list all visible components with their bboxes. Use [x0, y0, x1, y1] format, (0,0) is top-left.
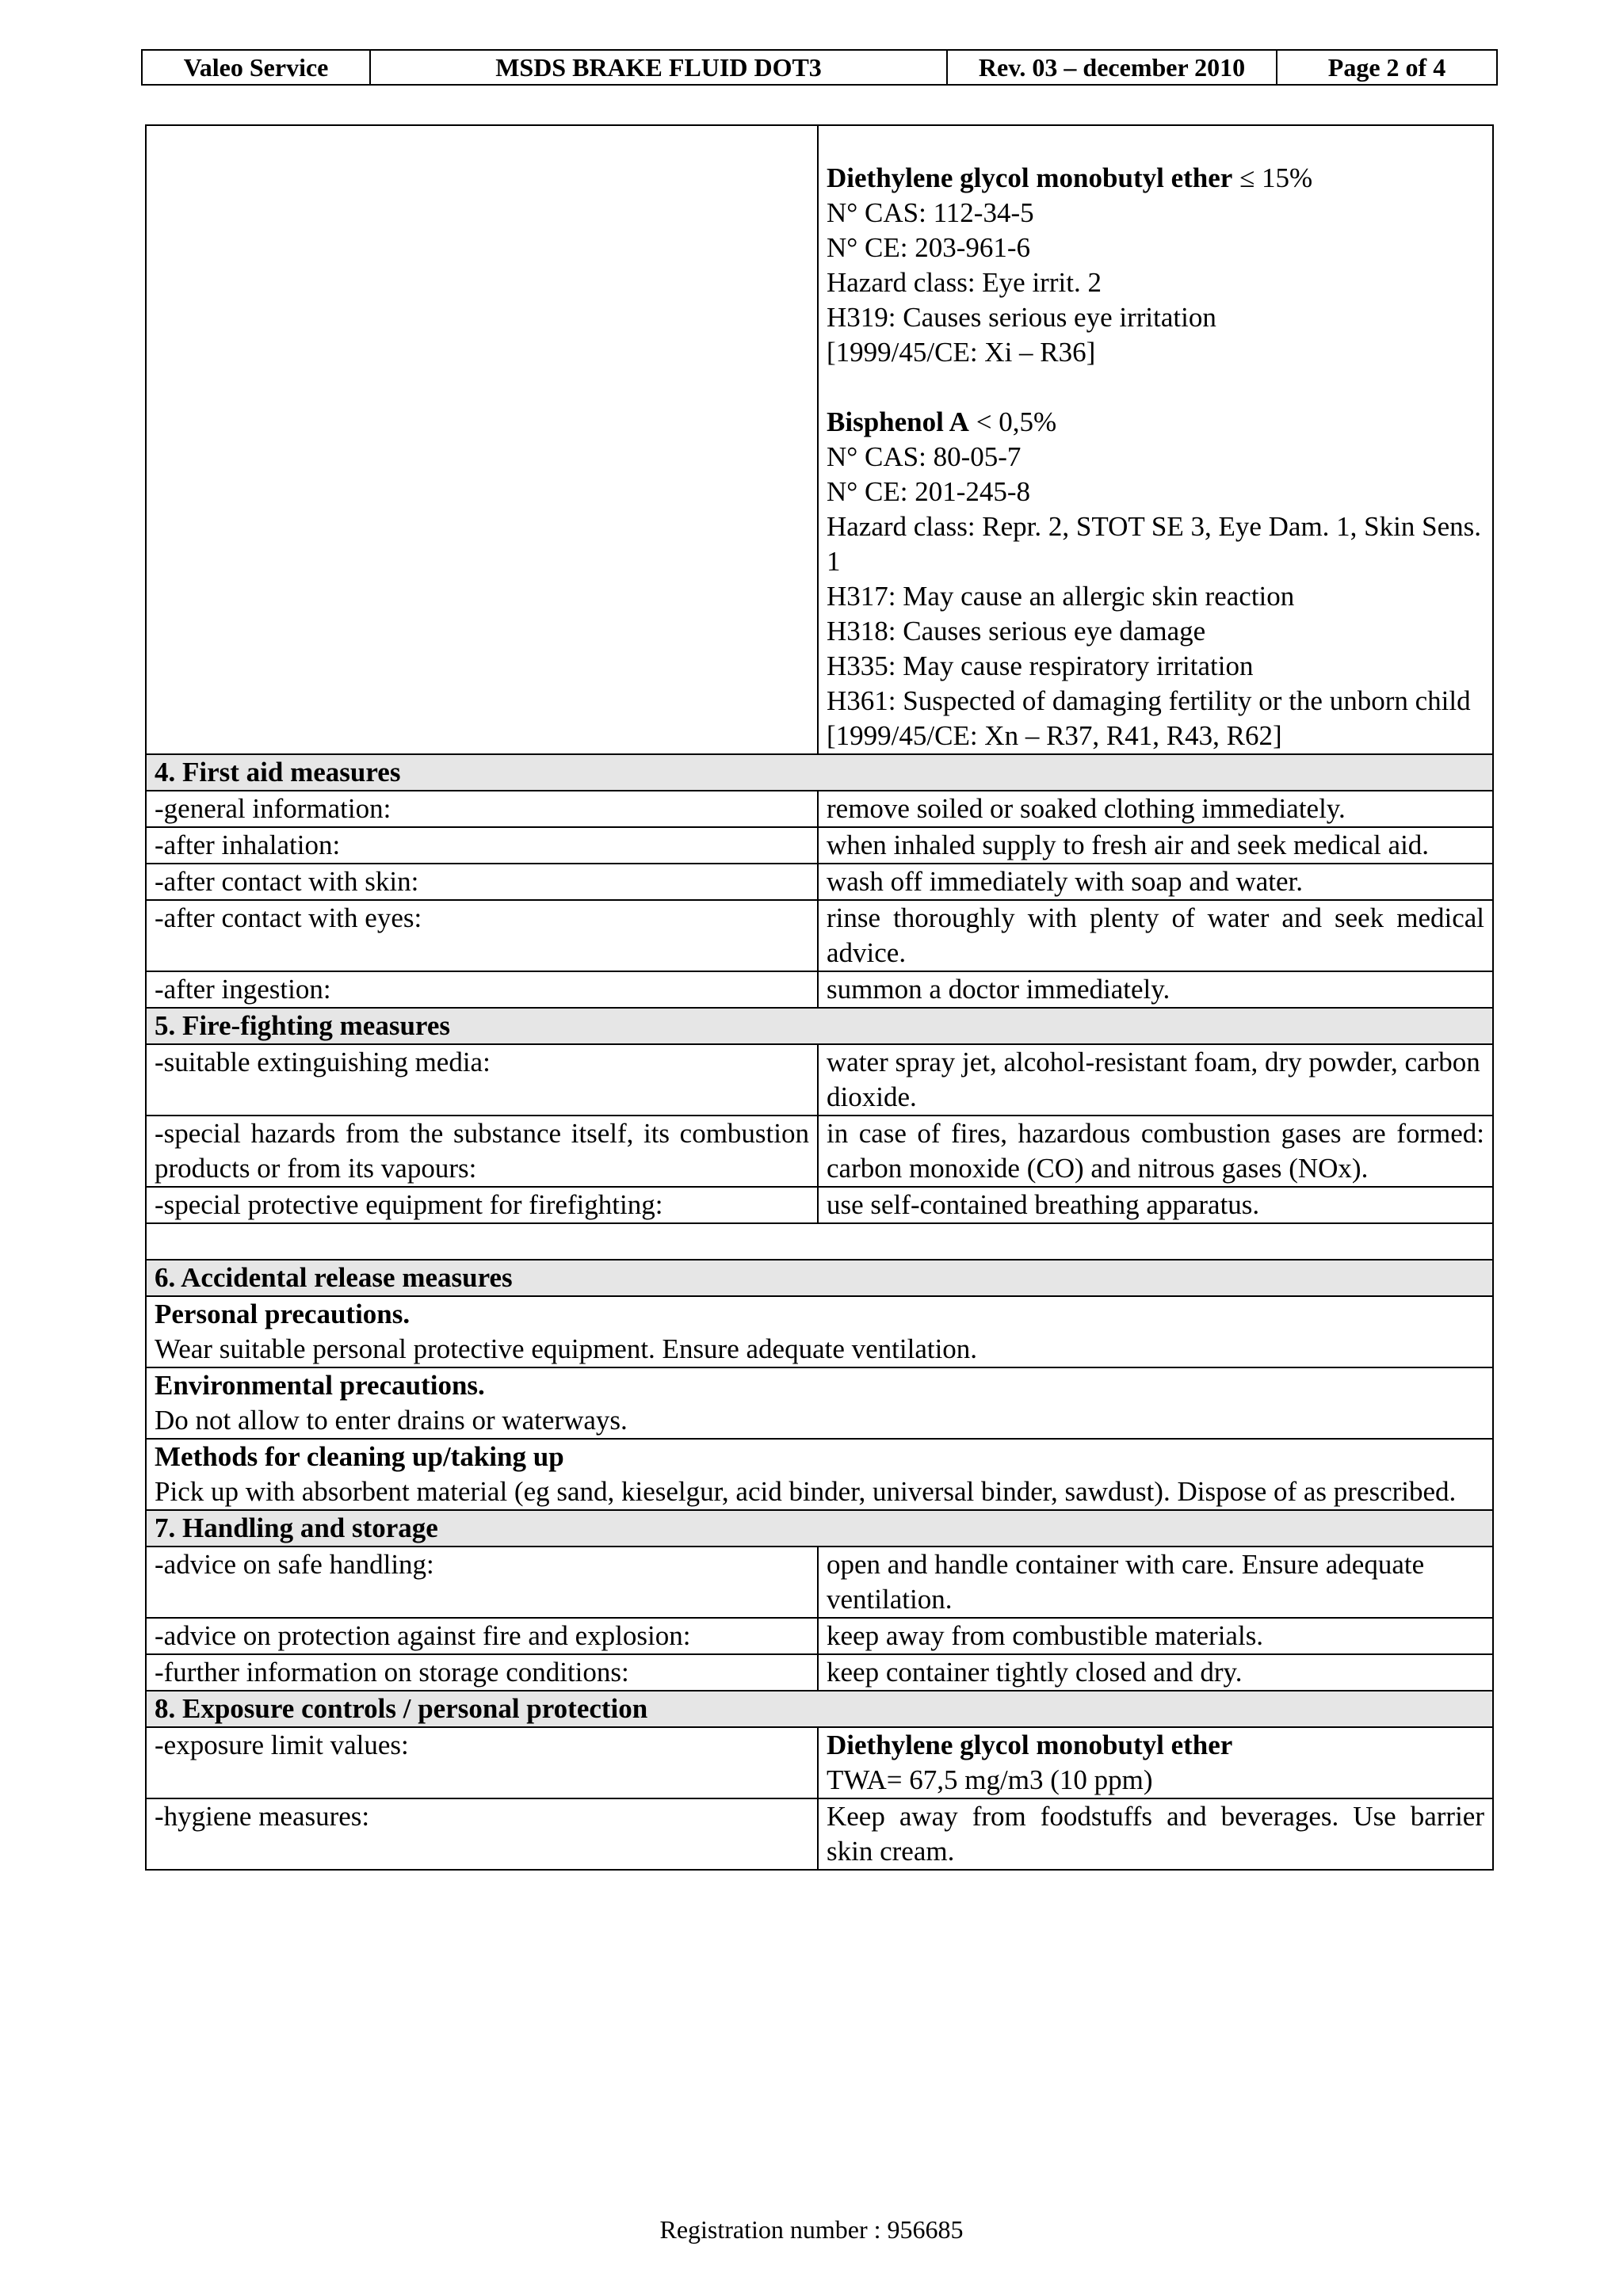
- section-6-title: 6. Accidental release measures: [146, 1260, 1493, 1296]
- row-value: use self-contained breathing apparatus.: [818, 1187, 1493, 1223]
- personal-precautions: Personal precautions. Wear suitable personal protective equipment. Ensure adequate ventilation.: [146, 1296, 1493, 1367]
- row-label: -hygiene measures:: [146, 1798, 818, 1870]
- section-header-row: [146, 754, 1493, 791]
- environmental-precautions: Environmental precautions. Do not allow to enter drains or waterways.: [146, 1367, 1493, 1439]
- substance-line: N° CAS: 80-05-7: [827, 441, 1022, 472]
- row-label: -after contact with eyes:: [146, 900, 818, 971]
- substance-line: Hazard class: Eye irrit. 2: [827, 267, 1102, 298]
- table-row: [146, 1654, 1493, 1691]
- table-row: [146, 1547, 1493, 1618]
- msds-table: [145, 124, 1494, 1871]
- header-company: Valeo Service: [142, 50, 370, 85]
- spacer-row: [146, 1223, 1493, 1260]
- table-row: [146, 791, 1493, 827]
- row-value: water spray jet, alcohol-resistant foam, dry powder, carbon dioxide.: [818, 1044, 1493, 1116]
- row-value: rinse thoroughly with plenty of water and seek medical advice.: [818, 900, 1493, 971]
- table-row: [146, 1727, 1493, 1798]
- substance-line: N° CE: 203-961-6: [827, 232, 1031, 263]
- table-row: [146, 864, 1493, 900]
- substance-line: [1999/45/CE: Xi – R36]: [827, 337, 1096, 368]
- table-row: [146, 1798, 1493, 1870]
- substance-line: H317: May cause an allergic skin reaction: [827, 581, 1295, 612]
- table-row: [146, 827, 1493, 864]
- table-row: [146, 1296, 1493, 1367]
- table-row: [146, 1044, 1493, 1116]
- substance-line: H361: Suspected of damaging fertility or the unborn child: [827, 685, 1471, 716]
- row-value: summon a doctor immediately.: [818, 971, 1493, 1008]
- table-row: [146, 971, 1493, 1008]
- section-7-title: 7. Handling and storage: [146, 1510, 1493, 1547]
- table-row: [146, 900, 1493, 971]
- substance-line: [1999/45/CE: Xn – R37, R41, R43, R62]: [827, 720, 1282, 751]
- composition-empty-cell: [146, 125, 818, 754]
- row-value: in case of fires, hazardous combustion gases are formed: carbon monoxide (CO) and nitrous gases (NOx).: [818, 1116, 1493, 1187]
- row-value: wash off immediately with soap and water.: [818, 864, 1493, 900]
- row-label: -special protective equipment for firefighting:: [146, 1187, 818, 1223]
- table-row: [146, 1367, 1493, 1439]
- substance-line: N° CAS: 112-34-5: [827, 197, 1034, 228]
- substance-line: H318: Causes serious eye damage: [827, 616, 1206, 646]
- substance-line: H335: May cause respiratory irritation: [827, 650, 1254, 681]
- header-page-number: Page 2 of 4: [1277, 50, 1497, 85]
- row-label: -after contact with skin:: [146, 864, 818, 900]
- row-value: remove soiled or soaked clothing immediately.: [818, 791, 1493, 827]
- row-value: keep away from combustible materials.: [818, 1618, 1493, 1654]
- page-header: [141, 49, 1498, 86]
- substance-heading: Diethylene glycol monobutyl ether ≤ 15%: [827, 162, 1313, 193]
- registration-number: Registration number : 956685: [659, 2215, 964, 2244]
- header-revision: Rev. 03 – december 2010: [947, 50, 1277, 85]
- table-row: [146, 1618, 1493, 1654]
- substance-line: N° CE: 201-245-8: [827, 476, 1031, 507]
- row-label: -exposure limit values:: [146, 1727, 818, 1798]
- row-value: open and handle container with care. Ensure adequate ventilation.: [818, 1547, 1493, 1618]
- row-label: -after inhalation:: [146, 827, 818, 864]
- section-header-row: [146, 1008, 1493, 1044]
- row-value: keep container tightly closed and dry.: [818, 1654, 1493, 1691]
- row-label: -suitable extinguishing media:: [146, 1044, 818, 1116]
- substance-line: H319: Causes serious eye irritation: [827, 302, 1216, 333]
- composition-cell: [818, 125, 1493, 754]
- substance-heading: Bisphenol A < 0,5%: [827, 406, 1057, 437]
- table-row: [146, 1439, 1493, 1510]
- section-header-row: [146, 1260, 1493, 1296]
- row-label: -general information:: [146, 791, 818, 827]
- table-row: [146, 1116, 1493, 1187]
- row-value: Diethylene glycol monobutyl ether TWA= 67,5 mg/m3 (10 ppm): [818, 1727, 1493, 1798]
- section-8-title: 8. Exposure controls / personal protection: [146, 1691, 1493, 1727]
- table-row: [146, 1187, 1493, 1223]
- row-label: -special hazards from the substance itself, its combustion products or from its vapours:: [146, 1116, 818, 1187]
- row-label: -after ingestion:: [146, 971, 818, 1008]
- section-header-row: [146, 1691, 1493, 1727]
- section-5-title: 5. Fire-fighting measures: [146, 1008, 1493, 1044]
- substance-line: Hazard class: Repr. 2, STOT SE 3, Eye Dam. 1, Skin Sens. 1: [827, 511, 1481, 577]
- section-header-row: [146, 1510, 1493, 1547]
- row-label: -further information on storage conditions:: [146, 1654, 818, 1691]
- header-document-title: MSDS BRAKE FLUID DOT3: [370, 50, 947, 85]
- row-value: Keep away from foodstuffs and beverages. Use barrier skin cream.: [818, 1798, 1493, 1870]
- cleaning-methods: Methods for cleaning up/taking up Pick up with absorbent material (eg sand, kieselgur, acid binder, universal binder, sawdust). Dispose of as prescribed.: [146, 1439, 1493, 1510]
- row-label: -advice on safe handling:: [146, 1547, 818, 1618]
- row-value: when inhaled supply to fresh air and seek medical aid.: [818, 827, 1493, 864]
- section-4-title: 4. First aid measures: [146, 754, 1493, 791]
- empty-row: [146, 1223, 1493, 1260]
- composition-row: [146, 125, 1493, 754]
- row-label: -advice on protection against fire and explosion:: [146, 1618, 818, 1654]
